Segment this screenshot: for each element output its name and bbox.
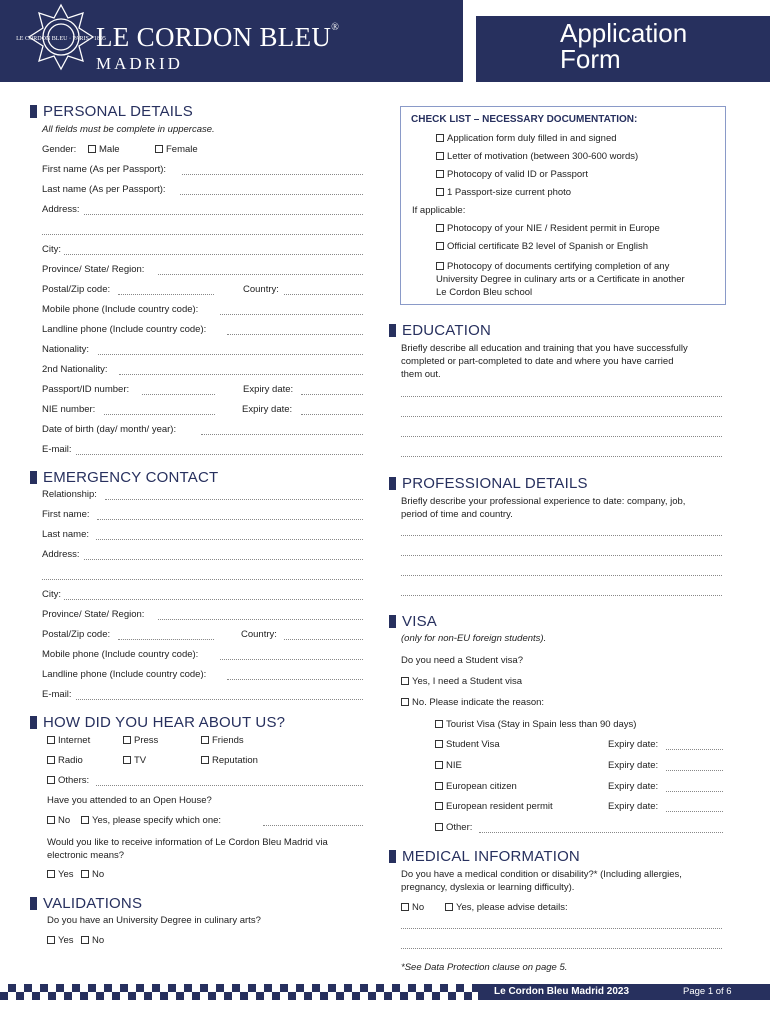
visa-yes-option[interactable]: Yes, I need a Student visa <box>401 676 522 687</box>
checkbox-icon[interactable] <box>401 698 409 706</box>
medical-field[interactable] <box>401 948 722 949</box>
country-label: Country: <box>243 284 279 295</box>
visa-tourist-option[interactable]: Tourist Visa (Stay in Spain less than 90 days) <box>435 719 636 730</box>
checklist-item[interactable]: Application form duly filled in and signed <box>436 133 617 144</box>
seal-text: LE CORDON BLEU · PARIS · 1895 <box>16 36 106 42</box>
checkbox-icon[interactable] <box>436 188 444 196</box>
address-field-2[interactable] <box>42 234 363 235</box>
checklist-item[interactable]: Official certificate B2 level of Spanish or English <box>436 241 648 252</box>
checkbox-icon[interactable] <box>436 152 444 160</box>
info-no[interactable]: No <box>81 869 104 880</box>
gender-label: Gender: <box>42 144 77 155</box>
visa-expiry-label: Expiry date: <box>608 760 659 771</box>
landline-field[interactable] <box>227 334 363 335</box>
visa-expiry-label: Expiry date: <box>608 801 659 812</box>
checklist-title: CHECK LIST – NECESSARY DOCUMENTATION: <box>411 114 638 125</box>
validations-no[interactable]: No <box>81 935 104 946</box>
hear-option[interactable]: Radio <box>47 755 83 766</box>
email-field[interactable] <box>76 454 363 455</box>
visa-no-option[interactable]: No. Please indicate the reason: <box>401 697 544 708</box>
ec-province-field[interactable] <box>158 619 363 620</box>
ec-address-field[interactable] <box>84 559 363 560</box>
uppercase-note: All fields must be complete in uppercase. <box>42 124 215 135</box>
data-protection-note: *See Data Protection clause on page 5. <box>401 962 568 973</box>
ec-email-field[interactable] <box>76 699 363 700</box>
visa-expiry-field[interactable] <box>666 749 723 750</box>
country-field[interactable] <box>284 294 363 295</box>
ec-province-label: Province/ State/ Region: <box>42 609 145 620</box>
nie-label: NIE number: <box>42 404 96 415</box>
visa-expiry-label: Expiry date: <box>608 781 659 792</box>
hear-option[interactable]: TV <box>123 755 146 766</box>
email-label: E-mail: <box>42 444 72 455</box>
checklist-item[interactable]: Letter of motivation (between 300-600 words) <box>436 151 638 162</box>
section-visa: VISA <box>389 613 437 630</box>
visa-expiry-field[interactable] <box>666 811 723 812</box>
postal-field[interactable] <box>118 294 214 295</box>
section-education: EDUCATION <box>389 322 491 339</box>
nationality2-label: 2nd Nationality: <box>42 364 108 375</box>
visa-option[interactable]: NIE <box>435 760 462 771</box>
checkbox-icon[interactable] <box>47 776 55 784</box>
professional-field[interactable] <box>401 535 722 536</box>
section-medical-information: MEDICAL INFORMATION <box>389 848 580 865</box>
checkbox-icon[interactable] <box>47 756 55 764</box>
ec-email-label: E-mail: <box>42 689 72 700</box>
hear-others-field[interactable] <box>96 785 363 786</box>
medical-field[interactable] <box>401 928 722 929</box>
province-label: Province/ State/ Region: <box>42 264 145 275</box>
checklist-item[interactable]: 1 Passport-size current photo <box>436 187 571 198</box>
visa-option[interactable]: Student Visa <box>435 739 500 750</box>
ec-landline-field[interactable] <box>227 679 363 680</box>
logo-seal-icon <box>16 4 106 70</box>
hear-option[interactable]: Internet <box>47 735 90 746</box>
relationship-field[interactable] <box>105 499 363 500</box>
checkbox-icon[interactable] <box>436 224 444 232</box>
gender-male[interactable]: Male <box>88 144 120 155</box>
form-title: Application Form <box>560 18 688 74</box>
first-name-field[interactable] <box>182 174 363 175</box>
nie-expiry-field[interactable] <box>301 414 363 415</box>
checkbox-icon[interactable] <box>47 816 55 824</box>
footer-checker-strip <box>0 984 478 1000</box>
hear-option[interactable]: Friends <box>201 735 244 746</box>
last-name-label: Last name (As per Passport): <box>42 184 166 195</box>
checkbox-icon[interactable] <box>201 736 209 744</box>
checkbox-icon[interactable] <box>47 736 55 744</box>
section-emergency-contact: EMERGENCY CONTACT <box>30 469 218 486</box>
checkbox-icon[interactable] <box>435 823 443 831</box>
checkbox-icon[interactable] <box>155 145 163 153</box>
checkbox-icon[interactable] <box>47 870 55 878</box>
ec-first-name-field[interactable] <box>97 519 363 520</box>
landline-label: Landline phone (Include country code): <box>42 324 207 335</box>
address-field[interactable] <box>84 214 363 215</box>
section-personal-details: PERSONAL DETAILS <box>30 103 193 120</box>
education-field[interactable] <box>401 416 722 417</box>
checkbox-icon[interactable] <box>435 720 443 728</box>
ec-first-name-label: First name: <box>42 509 90 520</box>
ec-country-field[interactable] <box>284 639 363 640</box>
checkbox-icon[interactable] <box>435 740 443 748</box>
ec-country-label: Country: <box>241 629 277 640</box>
checkbox-icon[interactable] <box>81 870 89 878</box>
checkbox-icon[interactable] <box>123 736 131 744</box>
nationality2-field[interactable] <box>119 374 363 375</box>
professional-description: Briefly describe your professional experience to date: company, job, period of time and country. <box>401 496 686 520</box>
medical-question: Do you have a medical condition or disability?* (Including allergies, pregnancy, dyslexia or learning difficulty). <box>401 869 682 893</box>
dob-field[interactable] <box>201 434 363 435</box>
info-question: Would you like to receive information of Le Cordon Bleu Madrid via electronic means? <box>47 837 328 861</box>
city-label: City: <box>42 244 61 255</box>
checkbox-icon[interactable] <box>81 816 89 824</box>
nationality-label: Nationality: <box>42 344 89 355</box>
first-name-label: First name (As per Passport): <box>42 164 167 175</box>
hear-option[interactable]: Reputation <box>201 755 258 766</box>
ec-last-name-field[interactable] <box>96 539 363 540</box>
checkbox-icon[interactable] <box>445 903 453 911</box>
education-field[interactable] <box>401 436 722 437</box>
open-house-no[interactable]: No <box>47 815 70 826</box>
passport-field[interactable] <box>142 394 215 395</box>
ec-mobile-field[interactable] <box>220 659 363 660</box>
ec-address-field-2[interactable] <box>42 579 363 580</box>
brand-city: MADRID <box>96 54 183 73</box>
section-validations: VALIDATIONS <box>30 895 142 912</box>
nationality-field[interactable] <box>98 354 363 355</box>
ec-city-label: City: <box>42 589 61 600</box>
ec-landline-label: Landline phone (Include country code): <box>42 669 207 680</box>
mobile-label: Mobile phone (Include country code): <box>42 304 199 315</box>
ec-city-field[interactable] <box>64 599 363 600</box>
ec-last-name-label: Last name: <box>42 529 89 540</box>
page-number: Page 1 of 6 <box>683 986 732 997</box>
footer-label: Le Cordon Bleu Madrid 2023 <box>494 986 630 997</box>
visa-expiry-field[interactable] <box>666 791 723 792</box>
checkbox-icon[interactable] <box>401 903 409 911</box>
medical-no[interactable]: No <box>401 902 424 913</box>
ec-postal-label: Postal/Zip code: <box>42 629 111 640</box>
validations-question: Do you have an University Degree in culinary arts? <box>47 915 261 926</box>
checklist-item[interactable]: Photocopy of your NIE / Resident permit in Europe <box>436 223 660 234</box>
education-field[interactable] <box>401 456 722 457</box>
ec-mobile-label: Mobile phone (Include country code): <box>42 649 199 660</box>
visa-other-option[interactable]: Other: <box>435 822 472 833</box>
visa-expiry-label: Expiry date: <box>608 739 659 750</box>
checkbox-icon[interactable] <box>436 242 444 250</box>
section-how-did-you-hear: HOW DID YOU HEAR ABOUT US? <box>30 714 285 731</box>
last-name-field[interactable] <box>180 194 363 195</box>
checkbox-icon[interactable] <box>47 936 55 944</box>
nie-expiry-label: Expiry date: <box>242 404 293 415</box>
address-label: Address: <box>42 204 80 215</box>
checklist-item[interactable]: Photocopy of valid ID or Passport <box>436 169 588 180</box>
visa-other-field[interactable] <box>479 832 723 833</box>
professional-field[interactable] <box>401 595 722 596</box>
checkbox-icon[interactable] <box>81 936 89 944</box>
visa-note: (only for non-EU foreign students). <box>401 633 547 644</box>
checkbox-icon[interactable] <box>401 677 409 685</box>
info-yes[interactable]: Yes <box>47 869 74 880</box>
checkbox-icon[interactable] <box>88 145 96 153</box>
postal-label: Postal/Zip code: <box>42 284 111 295</box>
checkbox-icon[interactable] <box>436 170 444 178</box>
open-house-yes[interactable]: Yes, please specify which one: <box>81 815 221 826</box>
visa-option[interactable]: European citizen <box>435 781 517 792</box>
gender-female[interactable]: Female <box>155 144 198 155</box>
checkbox-icon[interactable] <box>435 802 443 810</box>
section-professional-details: PROFESSIONAL DETAILS <box>389 475 588 492</box>
dob-label: Date of birth (day/ month/ year): <box>42 424 177 435</box>
validations-yes[interactable]: Yes <box>47 935 74 946</box>
open-house-question: Have you attended to an Open House? <box>47 795 212 806</box>
education-field[interactable] <box>401 396 722 397</box>
checkbox-icon[interactable] <box>435 761 443 769</box>
passport-label: Passport/ID number: <box>42 384 130 395</box>
hear-others-option[interactable]: Others: <box>47 775 89 786</box>
visa-option[interactable]: European resident permit <box>435 801 553 812</box>
professional-field[interactable] <box>401 555 722 556</box>
passport-expiry-field[interactable] <box>301 394 363 395</box>
checkbox-icon[interactable] <box>435 782 443 790</box>
city-field[interactable] <box>64 254 363 255</box>
ec-postal-field[interactable] <box>118 639 214 640</box>
education-description: Briefly describe all education and training that you have successfully completed or part-completed to date and where you have carried them out. <box>401 343 688 380</box>
visa-expiry-field[interactable] <box>666 770 723 771</box>
checkbox-icon[interactable] <box>123 756 131 764</box>
brand-name: LE CORDON BLEU® <box>96 22 340 52</box>
province-field[interactable] <box>158 274 363 275</box>
mobile-field[interactable] <box>220 314 363 315</box>
relationship-label: Relationship: <box>42 489 97 500</box>
checklist-if-applicable: If applicable: <box>412 205 466 216</box>
checkbox-icon[interactable] <box>436 262 444 270</box>
ec-address-label: Address: <box>42 549 80 560</box>
open-house-field[interactable] <box>263 825 363 826</box>
checklist-item[interactable]: Photocopy of documents certifying completion of any University Degree in culinary arts or a Certificate in another Le Cordon Bleu school <box>436 261 685 298</box>
visa-question: Do you need a Student visa? <box>401 655 524 666</box>
checkbox-icon[interactable] <box>436 134 444 142</box>
professional-field[interactable] <box>401 575 722 576</box>
hear-option[interactable]: Press <box>123 735 158 746</box>
passport-expiry-label: Expiry date: <box>243 384 294 395</box>
nie-field[interactable] <box>104 414 215 415</box>
checkbox-icon[interactable] <box>201 756 209 764</box>
medical-yes[interactable]: Yes, please advise details: <box>445 902 568 913</box>
